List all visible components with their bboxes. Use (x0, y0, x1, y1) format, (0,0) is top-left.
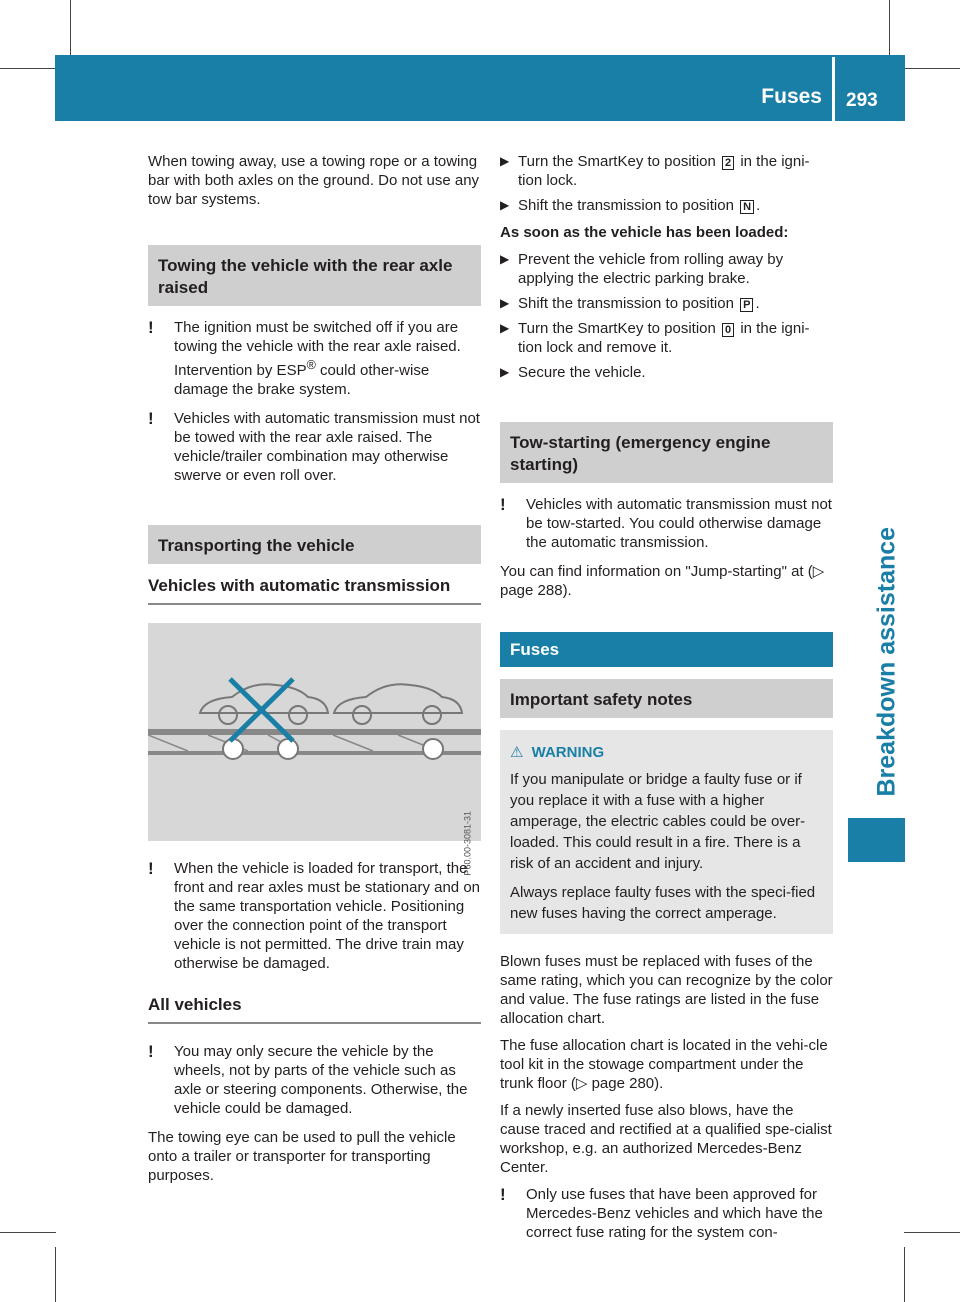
header-divider (832, 57, 835, 121)
right-column (500, 152, 833, 1252)
step-shift-p (500, 294, 833, 313)
page-ref-icon: ▷ (812, 563, 825, 580)
section-heading-fuses: Fuses (500, 632, 833, 667)
step-text: Prevent the vehicle from rolling away by applying the electric parking brake. (518, 251, 784, 287)
note-ignition (148, 318, 481, 399)
page-number: 293 (846, 90, 878, 111)
crop-mark (70, 0, 71, 56)
caution-icon: ! (500, 495, 506, 514)
warning-paragraph-2: Always replace faulty fuses with the speci-fied new fuses having the correct amperage. (510, 884, 816, 922)
chart-text: The fuse allocation chart is located in the vehi-cle tool kit in the stowage compartment under the trunk floor ( (500, 1037, 828, 1092)
caution-icon: ! (148, 1042, 154, 1061)
note-secure-wheels (148, 1042, 481, 1118)
note-approved-fuses (500, 1185, 833, 1242)
subheading-automatic: Vehicles with automatic transmission (148, 576, 481, 605)
warning-triangle-icon: ⚠ (510, 744, 524, 761)
step-smartkey-0 (500, 319, 833, 357)
towing-eye-paragraph: The towing eye can be used to pull the vehicle onto a trailer or transporter for transporting purposes. (148, 1129, 456, 1184)
transport-figure (148, 623, 481, 876)
arrow-icon: ▶ (500, 321, 510, 335)
arrow-icon: ▶ (500, 365, 510, 379)
loaded-heading: As soon as the vehicle has been loaded: (500, 224, 789, 241)
note-ignition-text-b: could other-wise damage the brake system. (174, 362, 430, 398)
crop-mark (904, 1247, 905, 1302)
left-column (148, 152, 481, 1193)
note-loaded-transport (148, 859, 481, 973)
step-shift-n (500, 196, 833, 215)
crop-mark (904, 68, 960, 69)
jump-page-link[interactable]: page 288). (500, 582, 572, 599)
warning-title (510, 742, 823, 763)
header-title: Fuses (761, 85, 822, 108)
intro-paragraph: When towing away, use a towing rope or a towing bar with both axles on the ground. Do not use any tow bar systems. (148, 153, 480, 208)
side-tab (867, 526, 903, 800)
jump-text: You can find information on "Jump-starting" at ( (500, 563, 813, 580)
crop-mark (0, 1232, 56, 1233)
warning-title-text: WARNING (531, 744, 605, 761)
chart-page-link[interactable]: page 280). (587, 1075, 664, 1092)
section-heading-rear-axle: Towing the vehicle with the rear axle raised (148, 245, 481, 306)
caution-icon: ! (148, 859, 154, 878)
blown-fuses-paragraph: Blown fuses must be replaced with fuses of the same rating, which you can recognize by the color and value. The fuse ratings are listed in the fuse allocation chart. (500, 953, 833, 1027)
section-heading-tow-starting: Tow-starting (emergency engine starting) (500, 422, 833, 483)
step-smartkey-2 (500, 152, 833, 190)
gear-n: N (740, 200, 754, 214)
section-heading-safety-notes: Important safety notes (500, 679, 833, 718)
note-loaded-transport-text: When the vehicle is loaded for transport, the front and rear axles must be stationary and on the same transportation vehicle. Positioning over the connection point of the transport vehicle is not permitted. The drive train may otherwise be damaged. (174, 860, 481, 972)
key-position-0: 0 (722, 323, 734, 337)
step-text: in the igni-tion lock. (518, 153, 810, 189)
caution-icon: ! (148, 409, 154, 428)
caution-icon: ! (148, 318, 154, 337)
step-text: in the igni-tion lock and remove it. (518, 320, 810, 356)
caution-icon: ! (500, 1185, 506, 1204)
step-parking-brake (500, 250, 833, 288)
allocation-chart-paragraph (500, 1036, 833, 1093)
step-text: . (755, 295, 760, 312)
warning-box (500, 730, 833, 934)
note-approved-fuses-text: Only use fuses that have been approved for Mercedes-Benz vehicles and which have the correct fuse rating for the system con- (526, 1186, 823, 1241)
step-text: . (756, 197, 761, 214)
crop-mark (904, 1232, 960, 1233)
subheading-all-vehicles: All vehicles (148, 995, 481, 1024)
step-text: Secure the vehicle. (518, 364, 646, 381)
page-ref-icon: ▷ (575, 1075, 588, 1092)
note-secure-wheels-text: You may only secure the vehicle by the wheels, not by parts of the vehicle such as axle or steering components. Otherwise, the vehicle could be damaged. (174, 1043, 468, 1117)
note-auto-transmission-text: Vehicles with automatic transmission must not be towed with the rear axle raised. The vehicle/trailer combination may otherwise swerve or even roll over. (174, 410, 480, 484)
step-text: Turn the SmartKey to position (518, 153, 721, 170)
section-heading-transport: Transporting the vehicle (148, 525, 481, 564)
registered-mark: ® (306, 358, 316, 372)
side-tab-block (848, 818, 905, 862)
jump-start-paragraph (500, 562, 833, 600)
gear-p: P (740, 298, 753, 312)
warning-paragraph-1: If you manipulate or bridge a faulty fuse or if you replace it with a fuse with a higher amperage, the electric cables could be over-loaded. This could result in a fire. There is a risk of an accident and injury. (510, 771, 806, 872)
figure-id: P60.00-3081-31 (463, 811, 473, 876)
arrow-icon: ▶ (500, 198, 510, 212)
step-text: Shift the transmission to position (518, 295, 739, 312)
side-tab-label: Breakdown assistance (872, 526, 901, 797)
crop-mark (0, 68, 56, 69)
arrow-icon: ▶ (500, 296, 510, 310)
step-text: Shift the transmission to position (518, 197, 739, 214)
crop-mark (55, 1247, 56, 1302)
step-text: Turn the SmartKey to position (518, 320, 721, 337)
note-auto-transmission (148, 409, 481, 485)
key-position-2: 2 (722, 156, 734, 170)
step-secure-vehicle (500, 363, 833, 382)
transport-illustration (148, 623, 481, 841)
newly-inserted-paragraph: If a newly inserted fuse also blows, have the cause traced and rectified at a qualified spe-cialist workshop, e.g. an authorized Mercedes-Benz Center. (500, 1102, 832, 1176)
arrow-icon: ▶ (500, 252, 510, 266)
note-tow-start (500, 495, 833, 552)
note-tow-start-text: Vehicles with automatic transmission must not be tow-started. You could otherwise damage the automatic transmission. (526, 496, 832, 551)
arrow-icon: ▶ (500, 154, 510, 168)
crop-mark (889, 0, 890, 56)
note-ignition-text-a: The ignition must be switched off if you are towing the vehicle with the rear axle raised. Intervention by ESP (174, 319, 461, 379)
